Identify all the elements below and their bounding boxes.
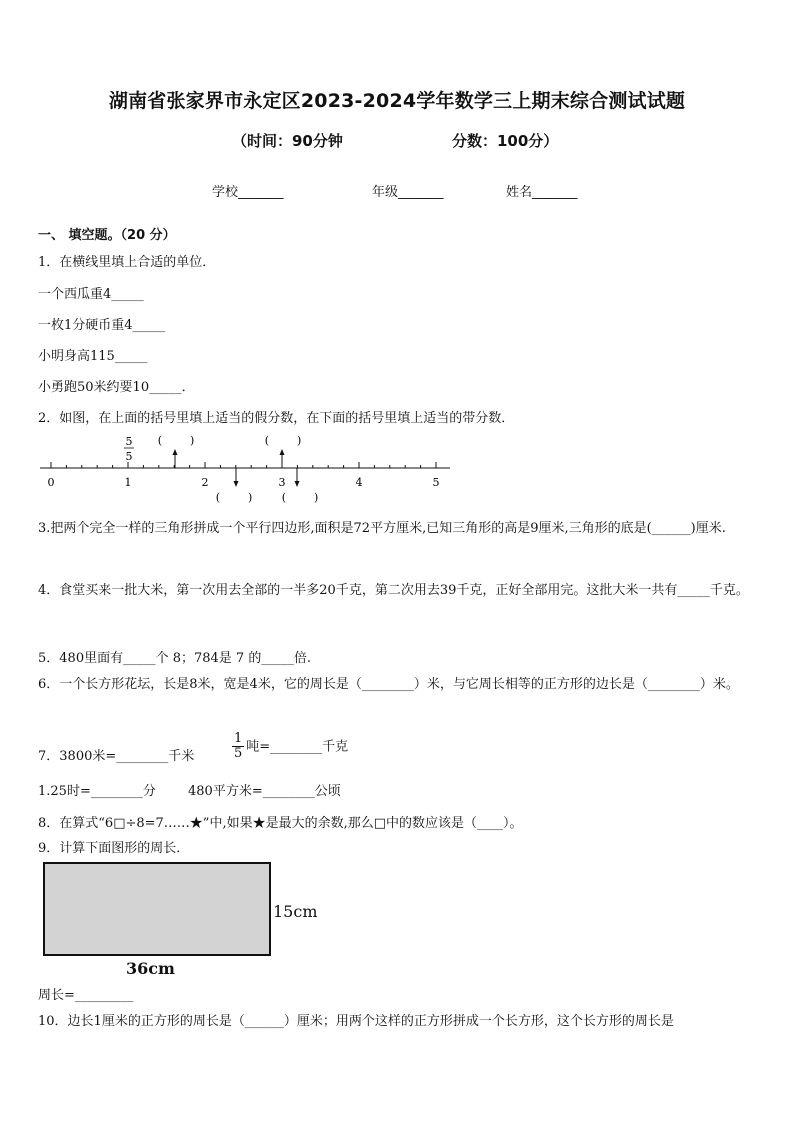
q6-text: 6．一个长方形花坛，长是8米，宽是4米，它的周长是（________）米，与它周长相等的正方形的边长是（________）米。 (38, 677, 739, 692)
q7-item-a: 7．3800米=________千米 (38, 749, 195, 764)
q7-fraction-numerator: 1 (234, 731, 243, 746)
q7-item-b-text: 吨=________千克 (246, 739, 349, 755)
section-heading: 一、 填空题。（20 分） (38, 228, 176, 243)
q9-answer: 周长=_________ (38, 988, 134, 1003)
q5-text: 5．480里面有_____个 8；784是 7 的_____倍. (38, 651, 311, 666)
grade-field: 年级_______ (372, 185, 444, 200)
q8-text: 8．在算式“6□÷8=7……★”中,如果★是最大的余数,那么□中的数应该是（____）。 (38, 816, 523, 831)
q4-text: 4．食堂买来一批大米，第一次用去全部的一半多20千克，第二次用去39千克，正好全部用完。这批大米一共有_____千克。 (38, 583, 749, 598)
q1-item-d: 小勇跑50米约要10_____． (38, 380, 195, 395)
q10-text: 10．边长1厘米的正方形的周长是（______）厘米；用两个这样的正方形拼成一个长方形，这个长方形的周长是 (38, 1014, 674, 1029)
q7-fraction-denominator: 5 (234, 746, 243, 762)
down-arrow-1-head (234, 481, 239, 487)
q9-prompt: 9．计算下面图形的周长． (38, 841, 190, 856)
down-arrow-2-head (295, 481, 300, 487)
fraction-numerator: 5 (125, 435, 133, 448)
bottom-paren-2: ( ) (281, 491, 319, 504)
q7-item-d: 480平方米=________公顷 (188, 784, 341, 799)
rectangle-width-label: 36cm (126, 959, 175, 978)
top-paren-2: ( ) (264, 434, 302, 447)
number-line-figure (38, 432, 458, 510)
q7-fraction (232, 732, 244, 762)
q1-item-c: 小明身高115_____ (38, 349, 148, 364)
q1-prompt: 1．在横线里填上合适的单位． (38, 255, 216, 270)
rectangle-height-label: 15cm (273, 902, 318, 921)
up-arrow-2-head (280, 449, 285, 455)
bottom-paren-1: ( ) (215, 491, 253, 504)
q7-item-c: 1.25时=________分 (38, 784, 156, 799)
q2-prompt: 2．如图，在上面的括号里填上适当的假分数，在下面的括号里填上适当的带分数． (38, 411, 515, 426)
exam-time: （时间：90分钟 (232, 132, 343, 150)
tick-label: 2 (201, 476, 209, 489)
tick-label: 3 (278, 476, 286, 489)
q1-item-b: 一枚1分硬币重4_____ (38, 318, 166, 333)
q7-item-b (230, 732, 348, 762)
name-field: 姓名_______ (506, 185, 578, 200)
tick-label: 5 (432, 476, 440, 489)
exam-score: 分数：100分） (452, 132, 559, 150)
tick-label: 1 (124, 476, 132, 489)
up-arrow-1-head (173, 449, 178, 455)
tick-marks (51, 462, 436, 468)
q1-item-a: 一个西瓜重4_____ (38, 287, 144, 302)
fraction-denominator: 5 (125, 450, 133, 463)
top-paren-1: ( ) (157, 434, 195, 447)
page-title: 湖南省张家界市永定区2023-2024学年数学三上期末综合测试试题 (108, 90, 686, 112)
q3-text: 3.把两个完全一样的三角形拼成一个平行四边形,面积是72平方厘米,已知三角形的高是9厘米,三角形的底是(______)厘米. (38, 521, 726, 536)
tick-label: 0 (47, 476, 55, 489)
rectangle-figure (43, 862, 271, 956)
tick-label: 4 (355, 476, 363, 489)
number-line-svg (38, 432, 458, 510)
school-field: 学校_______ (212, 185, 284, 200)
